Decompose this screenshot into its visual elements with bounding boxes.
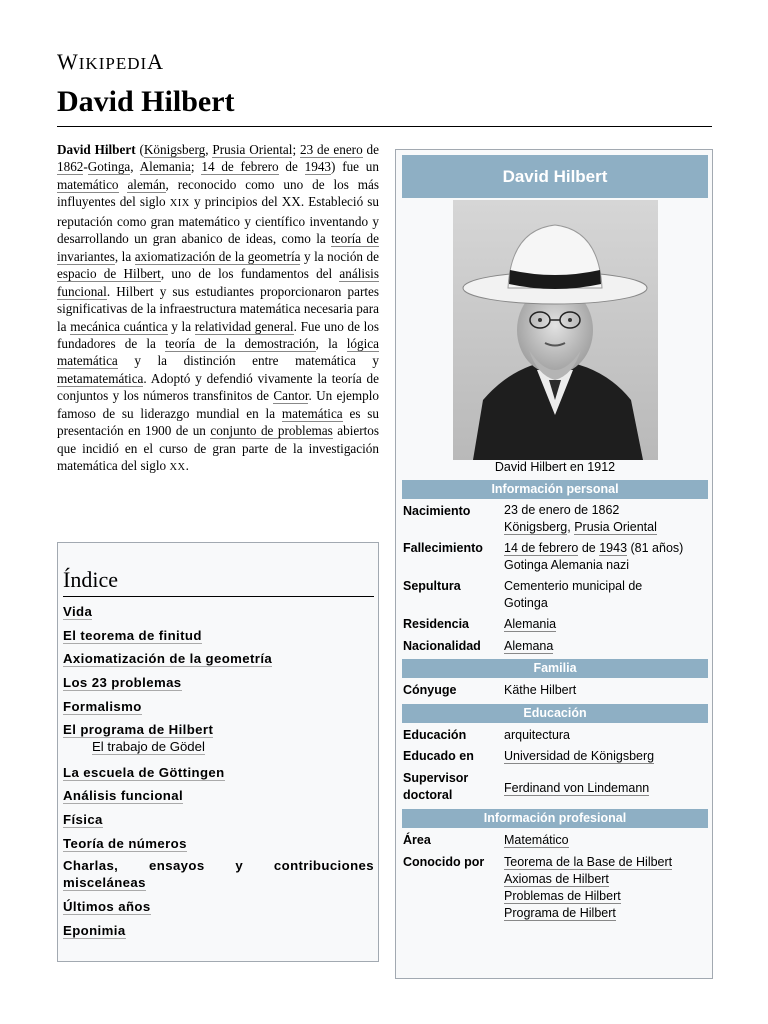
birth-date: 23 de enero de 1862 — [504, 503, 620, 517]
link-metamatematica[interactable]: metamatemática — [57, 370, 144, 386]
section-personal-info: Información personal — [402, 480, 708, 499]
link-analisis-funcional[interactable]: análisis funcional — [57, 266, 379, 299]
toc-item-vida[interactable]: Vida — [63, 604, 93, 619]
toc-item-eponimia[interactable]: Eponimia — [63, 922, 126, 938]
photo-caption: David Hilbert en 1912 — [494, 460, 616, 474]
title-divider — [57, 126, 712, 127]
toc-item-axiomatizacion[interactable]: Axiomatización de la geometría — [63, 651, 273, 667]
toc-item-charlas-cont[interactable]: misceláneas — [63, 875, 146, 891]
toc-item-programa-hilbert[interactable]: El programa de Hilbert — [63, 722, 214, 738]
link-alemana[interactable]: Alemana — [504, 639, 554, 653]
death-label: Fallecimiento — [403, 541, 483, 555]
toc-divider — [63, 596, 374, 597]
toc-item-formalismo[interactable]: Formalismo — [63, 698, 142, 714]
link-axiomatizacion[interactable]: axiomatización de la geometría — [134, 248, 301, 264]
link-1862[interactable]: 1862 — [57, 159, 84, 175]
area-value — [504, 832, 709, 849]
link-teorema-base[interactable]: Teorema de la Base de Hilbert — [504, 855, 673, 869]
link-prusia[interactable]: Prusia Oriental — [212, 142, 293, 157]
intro-paragraph: David Hilbert (Königsberg, Prusia Oriental; 23 de enero de 1862-Gotinga, Alemania; 14 de febrero de 1943) fue un matemático alemán, reconocido como uno de los más influyentes del siglo XIX y principios del XX. Estableció su reputación como gran matemático y científico inventando y desarrollando un gran abanico de ideas, como la teoría de invariantes, la axiomatización de la geometría y la noción de espacio de Hilbert, uno de los fundamentos del análisis funcional. Hilbert y sus estudiantes proporcionaron partes significativas de la infraestructura matemática necesaria para la mecánica cuántica y la relatividad general. Fue uno de los fundadores de la teoría de la demostración, la lógica matemática y la distinción entre matemática y metamatemática. Adoptó y defendió vivamente la teoría de conjuntos y los números transfinitos de Cantor. Un ejemplo famoso de su liderazgo mundial en la matemática es su presentación en 1900 de un conjunto de problemas abiertos que incidió en el curso de gran parte de la investigación matemática del siglo XX. — [57, 142, 380, 474]
education-label: Educación — [403, 728, 467, 742]
link-teoria-demostracion[interactable]: teoría de la demostración — [165, 335, 316, 351]
link-cantor[interactable]: Cantor — [273, 388, 309, 404]
section-education: Educación — [402, 704, 708, 723]
link-matematico[interactable]: matemático — [57, 176, 119, 192]
death-value: 14 de febrero de 1943 (81 años) Gotinga Alemania nazi — [504, 540, 709, 574]
birth-value — [504, 502, 709, 536]
link-teoria-invariantes[interactable]: teoría de invariantes — [57, 231, 379, 264]
toc-list — [63, 603, 374, 945]
logo-a: A — [147, 49, 165, 74]
supervisor-value — [504, 780, 709, 797]
link-problemas-hilbert[interactable]: Problemas de Hilbert — [504, 889, 621, 903]
link-relatividad-general[interactable]: relatividad general — [194, 318, 294, 334]
table-of-contents — [57, 542, 379, 962]
link-konigsberg[interactable]: Königsberg — [143, 142, 206, 157]
link-prusia-infobox[interactable]: Prusia Oriental — [574, 520, 657, 534]
link-lindemann[interactable]: Ferdinand von Lindemann — [504, 781, 650, 795]
toc-heading: Índice — [63, 567, 118, 592]
spouse-value: Käthe Hilbert — [504, 683, 577, 697]
burial-label: Sepultura — [403, 579, 461, 593]
link-universidad-konigsberg[interactable]: Universidad de Königsberg — [504, 749, 655, 763]
section-professional: Información profesional — [402, 809, 708, 828]
link-1943[interactable]: 1943 — [304, 159, 332, 175]
birth-label: Nacimiento — [403, 504, 471, 518]
link-gotinga[interactable]: Gotinga — [87, 159, 131, 175]
toc-item-analisis-funcional[interactable]: Análisis funcional — [63, 788, 184, 804]
toc-item-fisica[interactable]: Física — [63, 812, 103, 827]
nationality-label: Nacionalidad — [403, 639, 481, 653]
link-aleman[interactable]: alemán — [127, 176, 166, 192]
link-espacio-hilbert[interactable]: espacio de Hilbert — [57, 266, 161, 282]
nationality-value — [504, 638, 709, 655]
link-matematica[interactable]: matemática — [281, 405, 343, 421]
logo-middle: IKIPEDI — [78, 54, 148, 73]
toc-item-23-problemas[interactable]: Los 23 problemas — [63, 675, 182, 691]
link-konigsberg-infobox[interactable]: Königsberg — [504, 520, 568, 534]
link-14-febrero-infobox[interactable]: 14 de febrero — [504, 541, 579, 555]
toc-subitem-godel[interactable]: El trabajo de Gödel — [92, 739, 205, 755]
link-logica-matematica[interactable]: lógica matemática — [57, 335, 379, 369]
link-23-enero[interactable]: 23 de enero — [299, 142, 363, 157]
link-conjunto-problemas[interactable]: conjunto de problemas — [210, 423, 333, 439]
page-title: David Hilbert — [57, 85, 235, 118]
residence-value — [504, 616, 709, 633]
link-alemania-residencia[interactable]: Alemania — [504, 617, 557, 631]
known-for-list — [504, 854, 709, 922]
education-value: arquitectura — [504, 728, 571, 742]
logo-w: W — [57, 49, 79, 74]
link-14-febrero[interactable]: 14 de febrero — [201, 159, 279, 175]
link-alemania[interactable]: Alemania — [139, 159, 191, 175]
infobox-title: David Hilbert — [402, 155, 708, 198]
area-label: Área — [403, 833, 431, 847]
residence-label: Residencia — [403, 617, 470, 631]
toc-item-charlas[interactable]: Charlas, ensayos y contribuciones — [63, 858, 374, 874]
known-for-label: Conocido por — [403, 855, 485, 869]
spouse-label: Cónyuge — [403, 683, 457, 697]
section-family: Familia — [402, 659, 708, 678]
link-1943-infobox[interactable]: 1943 — [599, 541, 628, 555]
toc-item-ultimos-anos[interactable]: Últimos años — [63, 899, 151, 915]
link-mecanica-cuantica[interactable]: mecánica cuántica — [70, 318, 168, 334]
link-programa-hilbert[interactable]: Programa de Hilbert — [504, 906, 616, 920]
portrait-photo[interactable] — [453, 200, 658, 460]
link-axiomas-hilbert[interactable]: Axiomas de Hilbert — [504, 872, 609, 886]
wikipedia-logo[interactable] — [57, 49, 164, 75]
birth-place: Königsberg, Prusia Oriental — [504, 520, 657, 534]
educated-at-label: Educado en — [403, 749, 474, 763]
toc-item-teoria-numeros[interactable]: Teoría de números — [63, 835, 187, 851]
supervisor-label: Supervisor doctoral — [403, 771, 469, 802]
infobox — [395, 149, 713, 979]
link-matematico-area[interactable]: Matemático — [504, 833, 569, 847]
educated-at-value — [504, 748, 709, 765]
burial-value: Cementerio municipal de Gotinga — [504, 579, 643, 610]
toc-item-escuela-gottingen[interactable]: La escuela de Göttingen — [63, 764, 225, 780]
subject-name: David Hilbert — [57, 142, 136, 157]
toc-item-teorema-finitud[interactable]: El teorema de finitud — [63, 627, 202, 643]
death-place: Gotinga Alemania nazi — [504, 558, 630, 572]
